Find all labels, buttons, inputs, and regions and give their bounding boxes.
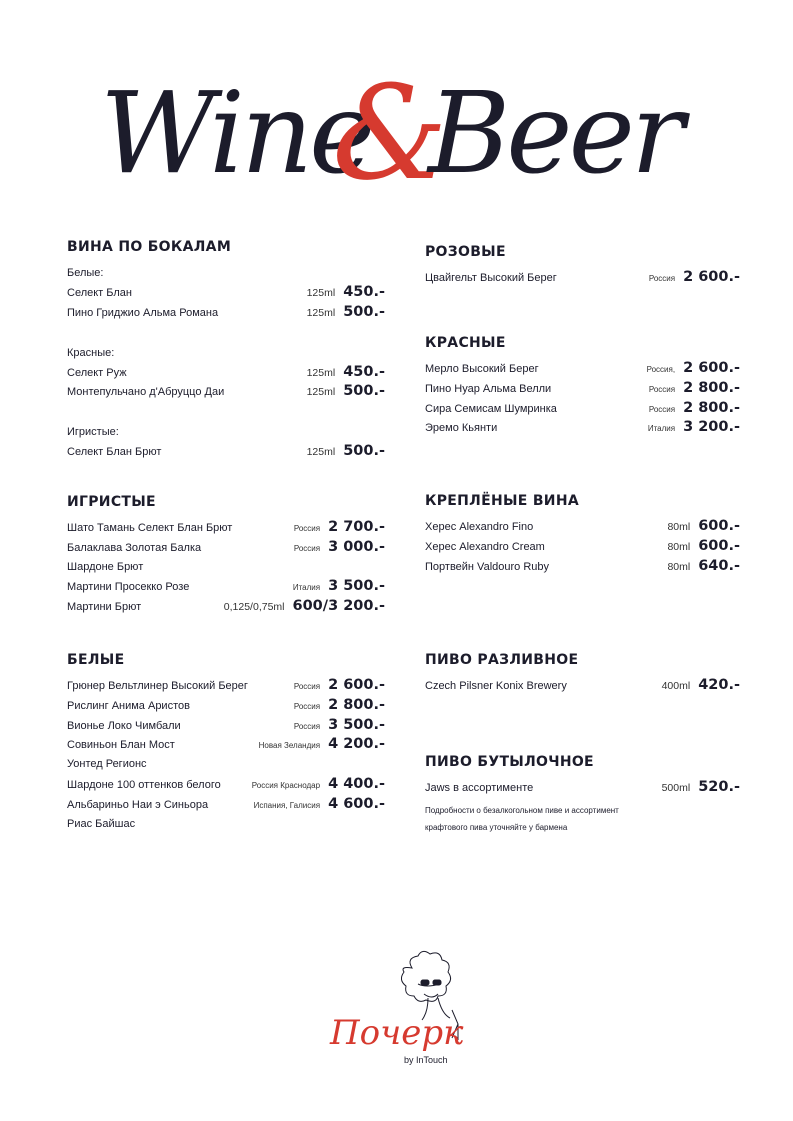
item-price: 500.- [343,443,385,460]
item-price: 2 800.- [328,696,385,713]
footnote-line: крафтового пива уточняйте у бармена [425,822,568,832]
item-price: 420.- [698,677,740,693]
menu-item [425,778,740,798]
item-origin: Россия [648,404,676,414]
item-name: Балаклава Золотая Балка [67,541,202,554]
item-price: 450.- [343,284,385,300]
item-price: 3 500.- [328,578,385,595]
title-word-beer: Beer [428,69,681,199]
item-price: 2 800.- [683,379,740,396]
menu-item [425,399,740,419]
section-bottled-beer [425,753,740,836]
menu-item [425,537,740,557]
item-name: Уонтед Регионс [67,758,147,771]
item-price: 2 700.- [328,519,385,535]
item-name: Мерло Высокий Берег [425,363,539,375]
item-origin: Италия [647,424,676,434]
section-rose [425,243,740,288]
group-spacer [67,402,385,422]
menu-item [425,359,740,379]
group-label: Белые: [67,267,104,279]
item-origin: Россия [293,524,321,533]
menu-item [67,518,385,538]
item-name: Jaws в ассортименте [425,782,534,794]
item-price: 520.- [698,779,740,795]
item-name: Совиньон Блан Мост [67,739,175,752]
item-price: 4 200.- [328,736,385,753]
item-volume: 500ml [661,782,691,794]
item-price: 3 500.- [328,716,385,733]
section-draft-beer [425,651,740,696]
item-name: Селект Блан Брют [67,446,162,459]
item-name: Шардоне 100 оттенков белого [67,778,221,791]
item-price: 500.- [343,303,385,320]
section-heading: ПИВО БУТЫЛОЧНОЕ [425,754,594,770]
item-volume: 125ml [306,306,336,319]
item-price: 500.- [343,383,385,400]
section-sparkling [67,493,385,617]
item-price: 2 600.- [328,677,385,693]
section-heading: ПИВО РАЗЛИВНОЕ [425,652,579,668]
item-name: Селект Руж [67,366,127,379]
section-white [67,651,385,834]
menu-item [425,557,740,577]
item-price: 2 600.- [683,269,740,285]
item-origin: Россия [293,543,321,553]
item-name: Мартини Брют [67,601,142,614]
item-price: 3 200.- [683,419,740,436]
item-name: Грюнер Вельтлинер Высокий Берег [67,680,248,692]
item-price: 640.- [698,557,740,574]
item-origin: Россия [293,721,321,731]
menu-item [67,363,385,383]
item-price: 2 600.- [683,360,740,376]
section-red [425,334,740,438]
menu-item [67,538,385,558]
item-name: Мартини Просекко Розе [67,581,190,594]
section-fortified [425,492,740,576]
footnote [425,802,740,836]
menu-item [425,517,740,537]
menu-item [67,303,385,323]
item-volume: 80ml [667,540,691,553]
item-origin: Испания, Галисия [253,800,321,810]
item-volume: 0,125/0,75ml [223,601,285,614]
menu-item [425,379,740,399]
menu-item [67,815,385,835]
item-volume: 400ml [661,680,691,692]
item-name: Херес Alexandro Fino [425,521,534,533]
group-label: Игристые: [67,426,119,439]
section-heading: ВИНА ПО БОКАЛАМ [67,239,232,255]
item-name: Эремо Кьянти [425,422,498,435]
item-price: 3 000.- [328,538,385,555]
group-label: Красные: [67,346,115,359]
menu-item [67,696,385,716]
title-word-wine: Wine [100,69,372,199]
item-origin: Россия [648,384,676,394]
item-name: Сира Семисам Шумринка [425,402,557,415]
item-name: Шато Тамань Селект Блан Брют [67,522,233,534]
section-heading: БЕЛЫЕ [67,652,125,668]
item-volume: 125ml [306,386,336,399]
item-price: 600/3 200.- [292,598,385,615]
item-origin: Россия Краснодар [251,780,321,790]
item-name: Пино Гриджио Альма Романа [67,306,219,319]
item-origin: Россия [648,274,676,283]
logo-name: Почерк [330,1013,464,1053]
item-name: Пино Нуар Альма Велли [425,382,552,395]
menu-title [0,0,793,220]
menu-item [67,755,385,775]
item-origin: Россия [293,701,321,711]
item-price: 450.- [343,363,385,380]
title-ampersand: & [332,57,448,209]
menu-item [67,716,385,736]
brand-logo [320,950,480,1075]
section-heading: ИГРИСТЫЕ [67,494,156,510]
section-heading: КРЕПЛЁНЫЕ ВИНА [425,493,579,509]
menu-item [67,597,385,617]
item-volume: 125ml [306,446,336,459]
menu-item [67,775,385,795]
menu-item [67,577,385,597]
item-name: Czech Pilsner Konix Brewery [425,680,567,692]
item-origin: Италия [292,583,321,593]
item-name: Риас Байшас [67,817,136,830]
item-name: Вионье Локо Чимбали [67,719,181,732]
section-heading: КРАСНЫЕ [425,335,506,351]
menu-item [67,283,385,303]
menu-item [67,442,385,462]
logo-byline: by InTouch [404,1055,448,1065]
item-name: Селект Блан [67,287,132,299]
item-origin: Россия [293,682,321,691]
section-heading: РОЗОВЫЕ [425,244,506,260]
item-volume: 125ml [306,287,336,299]
item-price: 600.- [698,518,740,534]
item-price: 600.- [698,537,740,554]
menu-item [67,795,385,815]
menu-item [67,735,385,755]
item-volume: 125ml [306,366,336,379]
item-origin: Россия, [646,365,676,374]
item-volume: 80ml [667,560,691,573]
item-price: 2 800.- [683,399,740,416]
item-name: Портвейн Valdouro Ruby [425,560,550,573]
menu-item [67,382,385,402]
item-volume: 80ml [667,521,691,533]
footnote-line: Подробности о безалкогольном пиве и ассортимент [425,805,619,815]
item-price: 4 400.- [328,775,385,792]
item-name: Рислинг Анима Аристов [67,699,190,712]
item-price: 4 600.- [328,795,385,812]
item-name: Шардоне Брют [67,560,144,573]
item-name: Херес Alexandro Cream [425,540,545,553]
item-name: Цвайгельт Высокий Берег [425,272,557,284]
menu-item [425,418,740,438]
menu-item [425,268,740,288]
item-name: Монтепульчано д'Абруццо Даи [67,386,225,399]
menu-item [425,676,740,696]
group-spacer [67,323,385,343]
section-wines-by-glass [67,238,385,462]
menu-item [67,558,385,578]
item-name: Альбариньо Наи э Синьора [67,798,209,811]
item-origin: Новая Зеландия [258,741,321,751]
menu-item [67,676,385,696]
